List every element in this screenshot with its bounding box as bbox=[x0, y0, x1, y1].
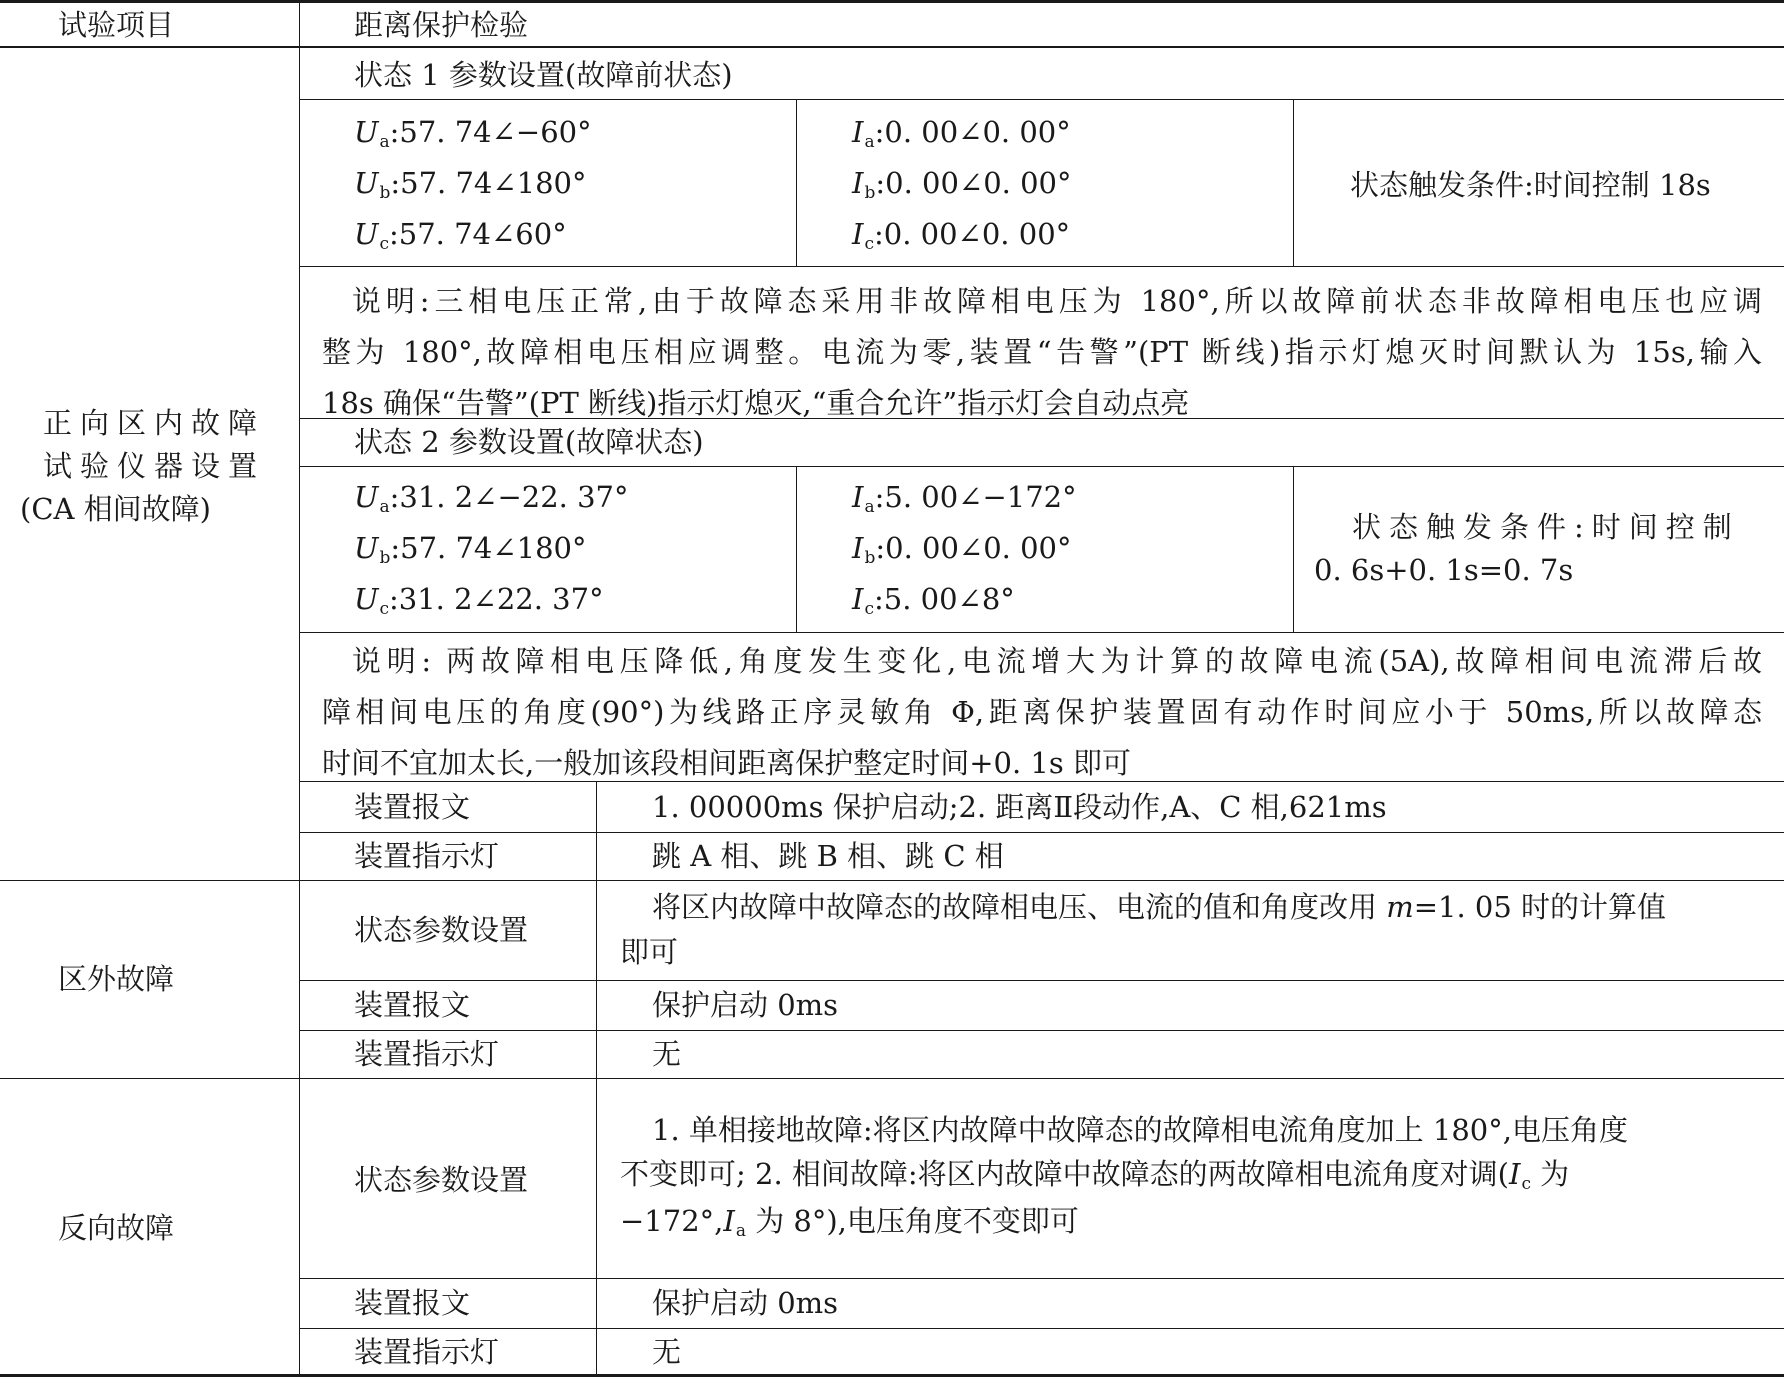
voltage-row: $U_a:57$. 74∠−60° bbox=[354, 115, 592, 152]
current-row: $I_c:5$. 00∠8° bbox=[852, 582, 1015, 619]
voltage-row: $U_c:57$. 74∠60° bbox=[354, 217, 567, 254]
rule bbox=[300, 99, 1784, 100]
outside-report-value: 保护启动 0ms bbox=[652, 988, 839, 1022]
outside-report-label: 装置报文 bbox=[354, 988, 471, 1022]
reverse-indicator-value: 无 bbox=[652, 1335, 682, 1369]
outside-param-line2: 即可 bbox=[620, 935, 679, 969]
section-rule bbox=[0, 880, 1784, 881]
state1-divider-b bbox=[1293, 99, 1294, 266]
reverse-report-value: 保护启动 0ms bbox=[652, 1286, 839, 1320]
rule bbox=[300, 832, 1784, 833]
rule bbox=[300, 1278, 1784, 1279]
reverse-fault-label: 反向故障 bbox=[58, 1211, 175, 1245]
outside-param-line1: 将区内故障中故障态的故障相电压、电流的值和角度改用 m=1. 05 时的计算值 bbox=[652, 890, 1667, 924]
note-line: 18s 确保“告警”(PT 断线)指示灯熄灭,“重合允许”指示灯会自动点亮 bbox=[322, 386, 1190, 420]
table-top-rule bbox=[0, 0, 1784, 3]
rule bbox=[300, 466, 1784, 467]
forward-indicator-label: 装置指示灯 bbox=[354, 839, 500, 873]
state1-title: 状态 1 参数设置(故障前状态) bbox=[354, 58, 733, 92]
outside-fault-label: 区外故障 bbox=[58, 962, 175, 996]
forward-report-value: 1. 00000ms 保护启动;2. 距离Ⅱ段动作,A、C 相,621ms bbox=[652, 790, 1387, 824]
current-row: $I_c:0$. 00∠0. 00° bbox=[852, 217, 1071, 254]
note-line: 整为 180°,故障相电压相应调整。电流为零,装置“告警”(PT 断线)指示灯熄灭时间默认为 15s,输入 bbox=[322, 335, 1762, 369]
state2-note bbox=[322, 636, 1762, 789]
note-line: 说明: 两故障相电压降低,角度发生变化,电流增大为计算的故障电流(5A),故障相间电流滞后故 bbox=[352, 644, 1762, 678]
state2-voltages bbox=[354, 472, 629, 625]
note-line: 障相间电压的角度(90°)为线路正序灵敏角 Φ,距离保护装置固有动作时间应小于 50ms,所以故障态 bbox=[322, 695, 1762, 729]
current-row: $I_a:0$. 00∠0. 00° bbox=[852, 115, 1071, 152]
voltage-row: $U_b:57$. 74∠180° bbox=[354, 166, 587, 203]
state1-note bbox=[322, 276, 1762, 429]
outside-indicator-value: 无 bbox=[652, 1037, 682, 1071]
reverse-param-line2: 不变即可; 2. 相间故障:将区内故障中故障态的两故障相电流角度对调($I_c$ 为 bbox=[620, 1157, 1570, 1194]
state2-divider-a bbox=[796, 466, 797, 632]
note-line: 时间不宜加太长,一般加该段相间距离保护整定时间+0. 1s 即可 bbox=[322, 746, 1131, 780]
header-bottom-rule bbox=[0, 46, 1784, 48]
header-test-title: 距离保护检验 bbox=[354, 8, 529, 42]
forward-indicator-value: 跳 A 相、跳 B 相、跳 C 相 bbox=[652, 839, 1004, 873]
rule bbox=[300, 632, 1784, 633]
col1-divider bbox=[299, 0, 300, 1376]
state2-currents bbox=[852, 472, 1077, 625]
current-row: $I_b:0$. 00∠0. 00° bbox=[852, 166, 1072, 203]
rule bbox=[300, 1328, 1784, 1329]
state1-voltages bbox=[354, 107, 592, 260]
rule bbox=[300, 980, 1784, 981]
section-rule bbox=[0, 1078, 1784, 1079]
current-row: $I_a:5$. 00∠−172° bbox=[852, 480, 1077, 517]
outside-indicator-label: 装置指示灯 bbox=[354, 1037, 500, 1071]
state1-trigger: 状态触发条件:时间控制 18s bbox=[1350, 168, 1711, 202]
rule bbox=[300, 266, 1784, 267]
state2-divider-b bbox=[1293, 466, 1294, 632]
reverse-param-label: 状态参数设置 bbox=[354, 1163, 529, 1197]
reverse-indicator-label: 装置指示灯 bbox=[354, 1335, 500, 1369]
state2-trigger-line1: 状态触发条件:时间控制 bbox=[1352, 510, 1740, 544]
rule bbox=[300, 1030, 1784, 1031]
note-line: 说明:三相电压正常,由于故障态采用非故障相电压为 180°,所以故障前状态非故障相电压也应调 bbox=[352, 284, 1762, 318]
forward-fault-label-line1: 正向区内故障 bbox=[42, 406, 265, 440]
state1-currents bbox=[852, 107, 1072, 260]
reverse-report-label: 装置报文 bbox=[354, 1286, 471, 1320]
table-bottom-rule bbox=[0, 1374, 1784, 1377]
voltage-row: $U_b:57$. 74∠180° bbox=[354, 531, 587, 568]
state2-trigger-line2: 0. 6s+0. 1s=0. 7s bbox=[1314, 553, 1574, 587]
header-test-item: 试验项目 bbox=[58, 8, 175, 42]
state2-title: 状态 2 参数设置(故障状态) bbox=[354, 425, 704, 459]
reverse-param-line1: 1. 单相接地故障:将区内故障中故障态的故障相电流角度加上 180°,电压角度 bbox=[652, 1113, 1628, 1147]
reverse-param-line3: $-172^\circ,I_a$ 为 8°),电压角度不变即可 bbox=[620, 1204, 1079, 1241]
subcol-divider bbox=[596, 1078, 597, 1376]
state1-divider-a bbox=[796, 99, 797, 266]
forward-fault-label-line2: 试验仪器设置 bbox=[42, 449, 265, 483]
outside-param-label: 状态参数设置 bbox=[354, 913, 529, 947]
forward-report-label: 装置报文 bbox=[354, 790, 471, 824]
voltage-row: $U_a:31$. 2∠−22. 37° bbox=[354, 480, 629, 517]
current-row: $I_b:0$. 00∠0. 00° bbox=[852, 531, 1072, 568]
voltage-row: $U_c:31$. 2∠22. 37° bbox=[354, 582, 604, 619]
subcol-divider bbox=[596, 781, 597, 880]
subcol-divider bbox=[596, 880, 597, 1078]
forward-fault-label-line3: (CA 相间故障) bbox=[20, 492, 211, 526]
